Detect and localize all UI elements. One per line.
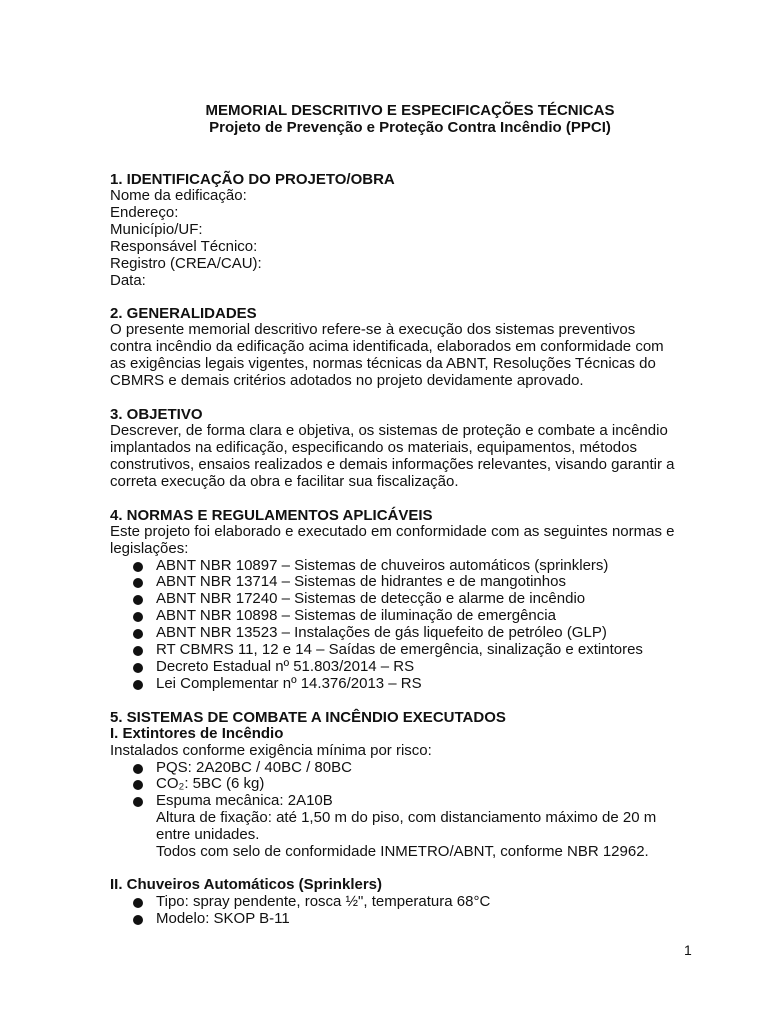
list-item [132,642,710,659]
list-item-text: ABNT NBR 13523 – Instalações de gás liquefeito de petróleo (GLP) [156,624,607,642]
bullet-icon [133,595,143,605]
section-heading: 1. IDENTIFICAÇÃO DO PROJETO/OBRA [110,171,395,188]
paragraph-line: contra incêndio da edificação acima identificada, elaborados em conformidade com [110,338,664,356]
list-item-text: RT CBMRS 11, 12 e 14 – Saídas de emergência, sinalização e extintores [156,641,643,659]
bullet-icon [133,780,143,790]
list-item [132,574,710,591]
list-item [132,558,710,575]
bullet-icon [133,578,143,588]
list-item [132,793,710,810]
paragraph-line: Este projeto foi elaborado e executado em conformidade com as seguintes normas e [110,522,675,540]
bullet-icon [133,680,143,690]
list-item-text: Lei Complementar nº 14.376/2013 – RS [156,674,422,692]
subsection-heading-sprinklers: II. Chuveiros Automáticos (Sprinklers) [110,876,382,893]
bullet-icon [133,915,143,925]
list-item [132,760,710,777]
list-item [132,625,710,642]
section-normas [110,507,710,693]
document-body [110,102,710,928]
sprinklers-list [110,894,710,928]
paragraph-line: construtivos, ensaios realizados e demais informações relevantes, visando garantir a [110,455,675,473]
paragraph-line: Instalados conforme exigência mínima por risco: [110,741,432,759]
extintores-list [110,760,710,811]
section-heading: 4. NORMAS E REGULAMENTOS APLICÁVEIS [110,506,433,524]
list-item [132,676,710,693]
paragraph-line: Descrever, de forma clara e objetiva, os sistemas de proteção e combate a incêndio [110,422,668,440]
list-item [132,659,710,676]
paragraph-line: as exigências legais vigentes, normas técnicas da ABNT, Resoluções Técnicas do [110,355,656,373]
list-item-text: Espuma mecânica: 2A10B [156,792,333,810]
document-subtitle: Projeto de Prevenção e Proteção Contra Incêndio (PPCI) [209,119,611,136]
paragraph-line: O presente memorial descritivo refere-se à execução dos sistemas preventivos [110,321,636,339]
list-item [132,608,710,625]
paragraph-line: legislações: [110,539,189,557]
paragraph-line: implantados na edificação, especificando os materiais, equipamentos, métodos [110,438,637,456]
list-item-text: ABNT NBR 10898 – Sistemas de iluminação de emergência [156,607,556,625]
note-line: Todos com selo de conformidade INMETRO/ABNT, conforme NBR 12962. [156,843,649,861]
section-generalidades [110,305,710,390]
section-identificacao [110,171,710,289]
bullet-icon [133,646,143,656]
list-item-text: ABNT NBR 13714 – Sistemas de hidrantes e de mangotinhos [156,573,566,591]
list-item-text: PQS: 2A20BC / 40BC / 80BC [156,758,352,776]
section-heading: 3. OBJETIVO [110,406,203,424]
note-line: Altura de fixação: até 1,50 m do piso, com distanciamento máximo de 20 m [156,809,657,827]
section-heading: 2. GENERALIDADES [110,305,257,323]
bullet-icon [133,797,143,807]
page-number: 1 [684,942,692,958]
section-heading: 5. SISTEMAS DE COMBATE A INCÊNDIO EXECUTADOS [110,708,506,726]
bullet-icon [133,663,143,673]
list-item-text: CO₂: 5BC (6 kg) [156,775,265,793]
field-municipio-uf: Município/UF: [110,220,203,238]
subsection-heading-extintores: I. Extintores de Incêndio [110,724,284,742]
list-item [132,591,710,608]
list-item [132,911,710,928]
field-responsavel-tecnico: Responsável Técnico: [110,237,258,255]
paragraph-line: correta execução da obra e facilitar sua fiscalização. [110,472,459,490]
list-item [132,894,710,911]
document-header [110,102,710,136]
bullet-icon [133,562,143,572]
normas-list [110,558,710,693]
extintores-notes [110,810,706,861]
section-objetivo [110,406,710,491]
section-sistemas [110,709,710,928]
bullet-icon [133,898,143,908]
list-item [132,776,710,793]
list-item-text: ABNT NBR 10897 – Sistemas de chuveiros automáticos (sprinklers) [156,556,609,574]
note-line: entre unidades. [156,826,260,844]
field-registro: Registro (CREA/CAU): [110,254,262,272]
list-item-text: Modelo: SKOP B-11 [156,909,290,927]
field-nome-edificacao: Nome da edificação: [110,187,247,204]
list-item-text: Decreto Estadual nº 51.803/2014 – RS [156,657,415,675]
bullet-icon [133,612,143,622]
document-title: MEMORIAL DESCRITIVO E ESPECIFICAÇÕES TÉCNICAS [205,102,615,119]
bullet-icon [133,764,143,774]
field-data: Data: [110,271,146,289]
paragraph-line: CBMRS e demais critérios adotados no projeto devidamente aprovado. [110,372,584,390]
field-endereco: Endereço: [110,203,179,221]
list-item-text: ABNT NBR 17240 – Sistemas de detecção e alarme de incêndio [156,590,586,608]
bullet-icon [133,629,143,639]
list-item-text: Tipo: spray pendente, rosca ½", temperatura 68°C [156,892,491,910]
